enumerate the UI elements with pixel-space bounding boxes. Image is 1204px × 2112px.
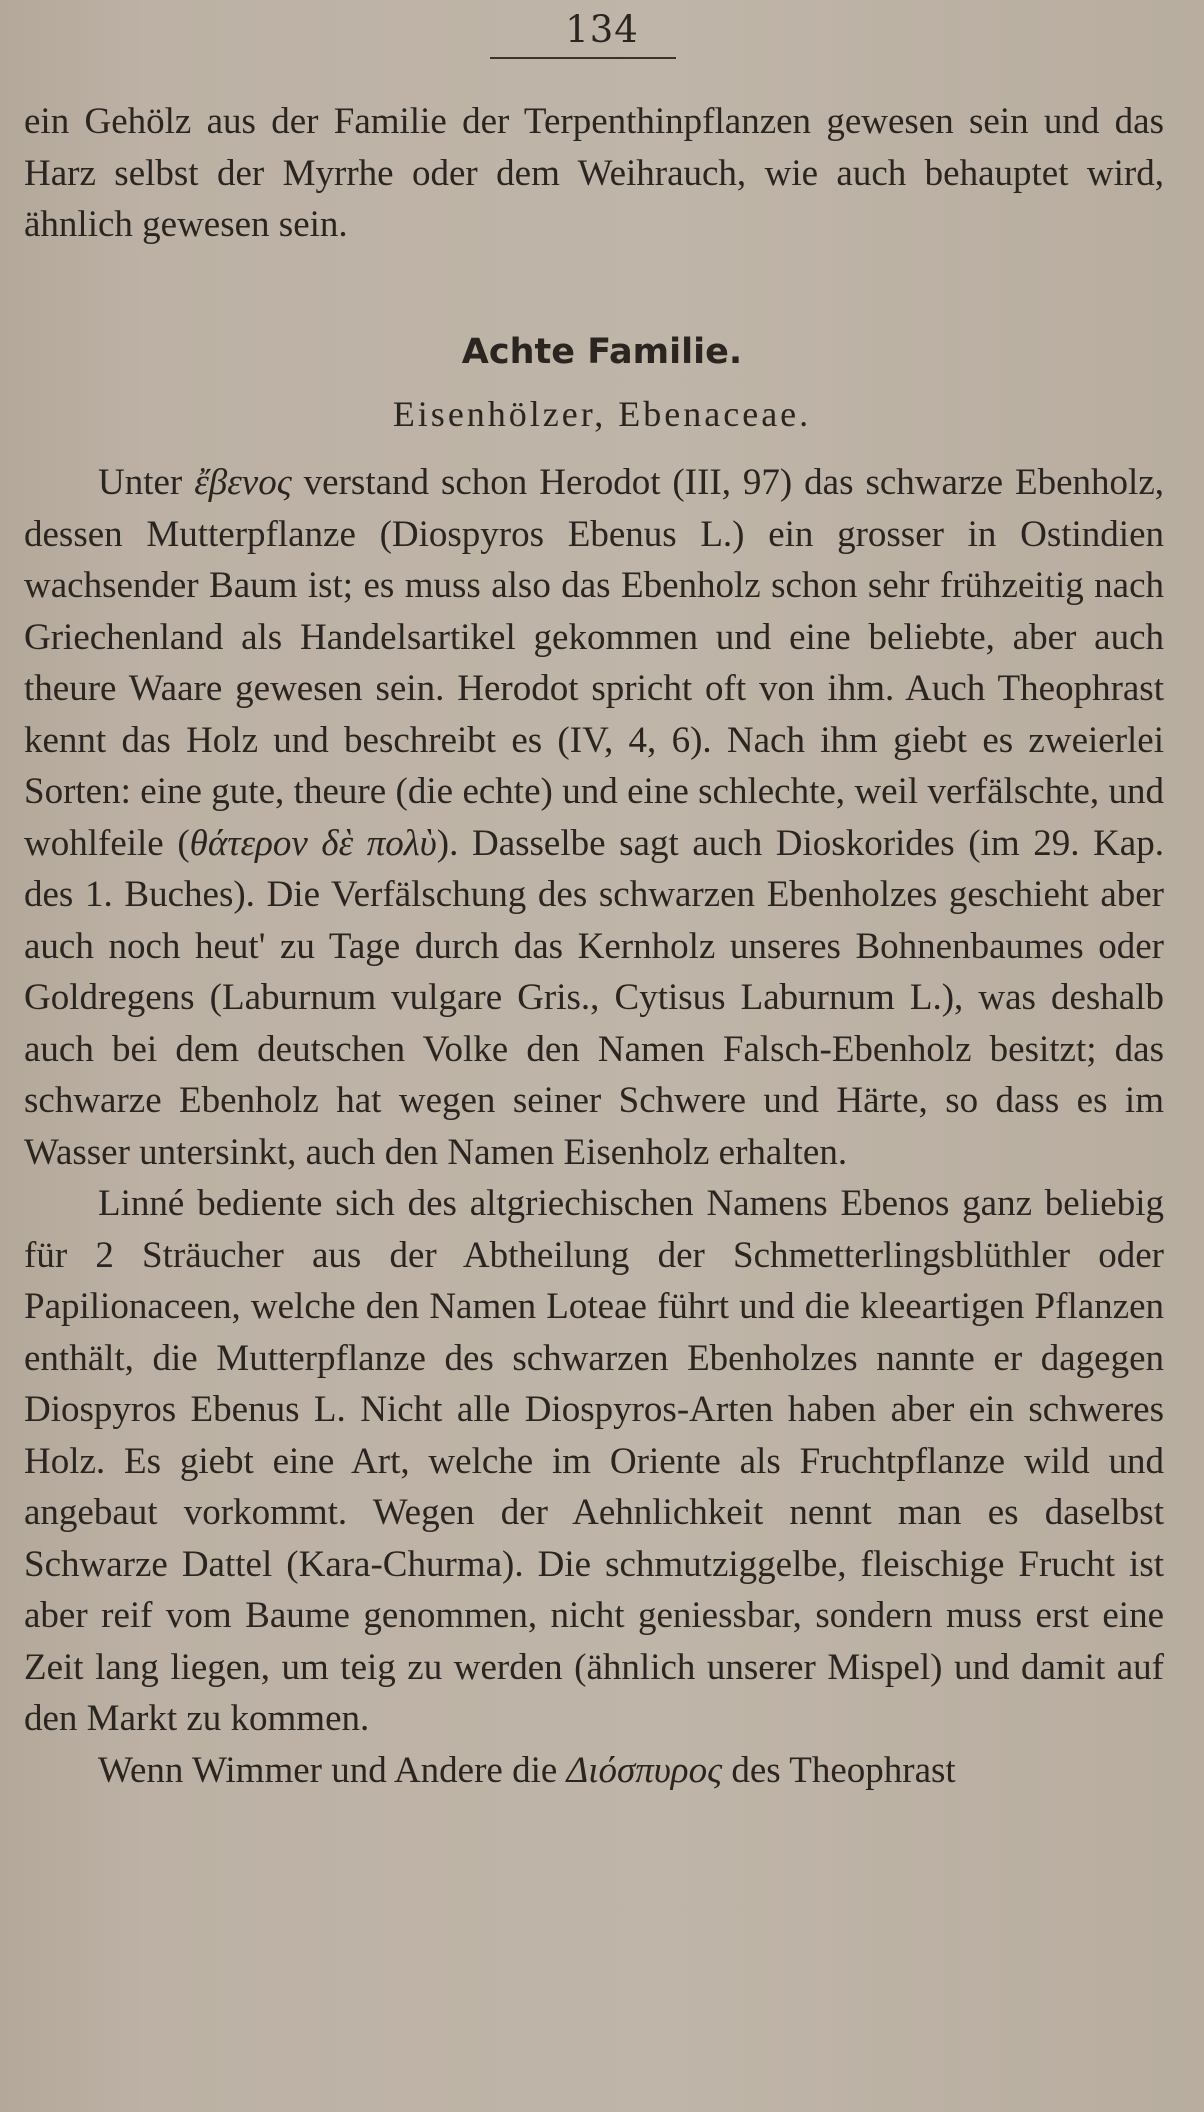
section-heading: Achte Familie. (461, 332, 743, 372)
section-subheading: Eisenhölzer, Ebenaceae. (392, 394, 812, 434)
intro-paragraph (24, 96, 1164, 251)
body-text (24, 457, 1164, 1796)
greek-word-ebenos: ἔβενος (194, 462, 292, 503)
paragraph-ebenholz (24, 457, 1164, 1178)
para3-text-b: des Theophrast (722, 1749, 956, 1791)
greek-phrase: θάτερον δὲ πολὺ (189, 822, 437, 864)
para3-text-a: Wenn Wimmer und Andere die (98, 1749, 567, 1791)
paragraph-wimmer (24, 1745, 1164, 1797)
para1-text-c: ). Dasselbe sagt auch Dioskorides (im 29. Kap. des 1. Buches). Die Verfälschung des schwarzen Ebenholzes geschieht aber auch noch heut' zu Tage durch das Kernholz unseres Bohnenbaumes oder Goldregens (Laburnum vulgare Gris., Cytisus Laburnum L.), was deshalb auch bei dem deutschen Volke den Namen Falsch-Ebenholz besitzt; das schwarze Ebenholz hat wegen seiner Schwere und Härte, so dass es im Wasser untersinkt, auch den Namen Eisenholz erhalten. (24, 822, 1164, 1173)
paragraph-linne: Linné bediente sich des altgriechischen Namens Ebenos ganz beliebig für 2 Sträucher aus der Abtheilung der Schmetterlingsblüthler oder Papilionaceen, welche den Namen Loteae führt und die kleeartigen Pflanzen enthält, die Mutterpflanze des schwarzen Ebenholzes nannte er dagegen Diospyros Ebenus L. Nicht alle Diospyros-Arten haben aber ein schweres Holz. Es giebt eine Art, welche im Oriente als Fruchtpflanze wild und angebaut vorkommt. Wegen der Aehnlichkeit nennt man es daselbst Schwarze Dattel (Kara-Churma). Die schmutziggelbe, fleischige Frucht ist aber reif vom Baume genommen, nicht geniessbar, sondern muss erst eine Zeit lang liegen, um teig zu werden (ähnlich unserer Mispel) und damit auf den Markt zu kommen. (24, 1183, 1164, 1739)
greek-word-diospyros: Διόσπυρος (566, 1749, 723, 1791)
para1-text-b: verstand schon Herodot (III, 97) das schwarze Ebenholz, dessen Mutterpflanze (Diospyros Ebenus L.) ein grosser in Ostindien wachsender Baum ist; es muss also das Ebenholz schon sehr frühzeitig nach Griechenland als Handelsartikel gekommen und eine beliebte, aber auch theure Waare gewesen sein. Herodot spricht oft von ihm. Auch Theophrast kennt das Holz und beschreibt es (IV, 4, 6). Nach ihm giebt es zweierlei Sorten: eine gute, theure (die echte) und eine schlechte, weil verfälschte, und wohlfeile ( (24, 462, 1164, 864)
page-number: 134 (565, 8, 639, 51)
para1-text-a: Unter (98, 462, 195, 503)
intro-text: ein Gehölz aus der Familie der Terpenthinpflanzen gewesen sein und das Harz selbst der Myrrhe oder dem Weihrauch, wie auch behauptet wird, ähnlich gewesen sein. (24, 101, 1164, 245)
header-rule (490, 57, 676, 59)
